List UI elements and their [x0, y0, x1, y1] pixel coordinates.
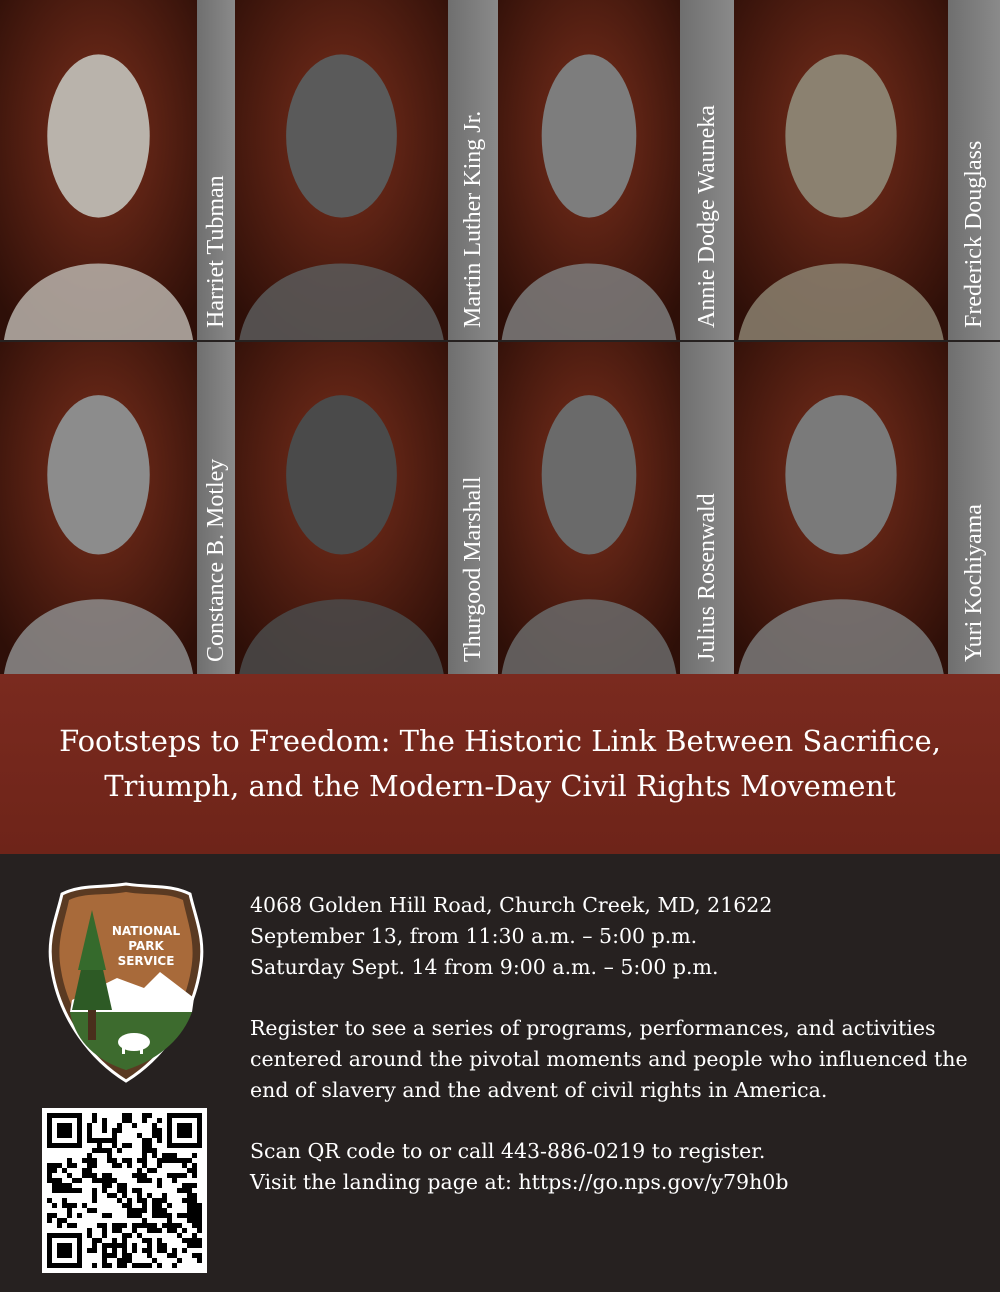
portrait-card [498, 342, 680, 674]
event-info [250, 890, 970, 1198]
portrait-card [235, 342, 448, 674]
portrait-name: Constance B. Motley [203, 458, 229, 662]
portrait-photo [734, 342, 948, 674]
portrait-card [0, 0, 197, 340]
name-label-bar [680, 342, 734, 674]
name-label-bar [680, 0, 734, 340]
register-text: Scan QR code to or call 443-886-0219 to register. [250, 1139, 766, 1163]
name-label-bar [948, 342, 1000, 674]
portrait-photo [498, 0, 680, 340]
logo-line3: SERVICE [117, 954, 175, 968]
portrait-name: Julius Rosenwald [694, 493, 720, 662]
date-line-1: September 13, from 11:30 a.m. – 5:00 p.m. [250, 924, 698, 948]
portrait-photo [0, 342, 197, 674]
portrait-name: Annie Dodge Wauneka [694, 105, 720, 328]
portrait-name: Harriet Tubman [203, 175, 229, 328]
qr-code[interactable] [42, 1108, 207, 1273]
portrait-card [0, 342, 197, 674]
portrait-card [498, 0, 680, 340]
portrait-name: Martin Luther King Jr. [460, 110, 486, 328]
portrait-card [734, 0, 948, 340]
name-label-bar [197, 0, 235, 340]
portrait-card [235, 0, 448, 340]
landing-page-text[interactable]: Visit the landing page at: https://go.nps.gov/y79h0b [250, 1170, 789, 1194]
portrait-card [734, 342, 948, 674]
portrait-photo [498, 342, 680, 674]
description-text: Register to see a series of programs, performances, and activities centered around the pivotal moments and people who influenced the end of slavery and the advent of civil rights in America. [250, 1016, 968, 1102]
name-label-bar [448, 342, 498, 674]
portrait-name: Frederick Douglass [961, 140, 987, 328]
portrait-photo [235, 0, 448, 340]
event-title: Footsteps to Freedom: The Historic Link Between Sacrifice, Triumph, and the Modern-Day Civil Rights Movement [59, 724, 941, 803]
logo-line2: PARK [128, 939, 164, 953]
portrait-photo [235, 342, 448, 674]
portrait-name: Thurgood Marshall [460, 476, 486, 662]
title-banner [0, 674, 1000, 854]
name-label-bar [448, 0, 498, 340]
logo-line1: NATIONAL [111, 924, 181, 938]
portrait-name: Yuri Kochiyama [961, 504, 987, 662]
portrait-photo [0, 0, 197, 340]
name-label-bar [197, 342, 235, 674]
address-text: 4068 Golden Hill Road, Church Creek, MD, 21622 [250, 893, 773, 917]
name-label-bar [948, 0, 1000, 340]
portrait-photo [734, 0, 948, 340]
nps-arrowhead-logo [42, 880, 210, 1085]
date-line-2: Saturday Sept. 14 from 9:00 a.m. – 5:00 p.m. [250, 955, 719, 979]
